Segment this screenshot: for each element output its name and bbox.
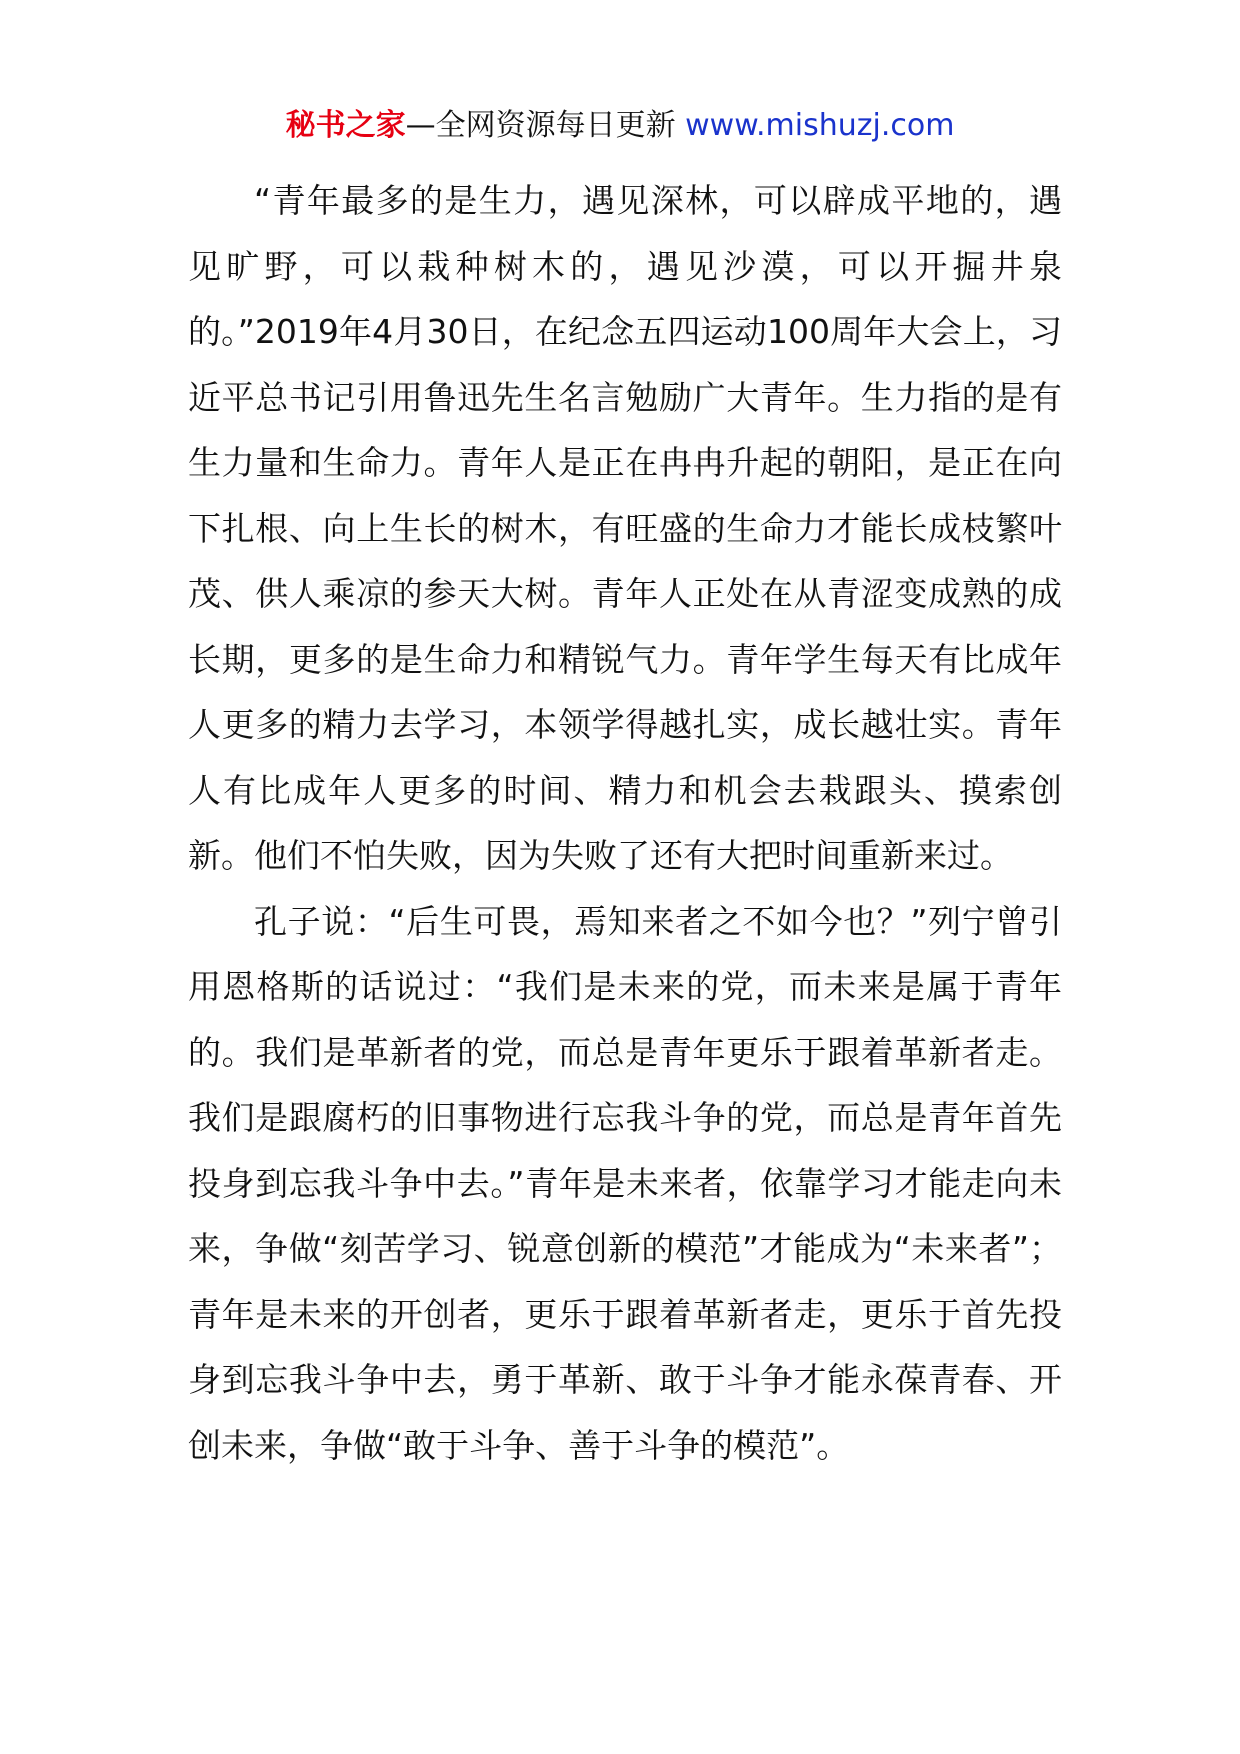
header-tagline: —全网资源每日更新 [405,108,676,143]
document-body [188,168,1062,1478]
brand-name: 秘书之家 [285,108,406,143]
paragraph-1: “青年最多的是生力，遇见深林，可以辟成平地的，遇见旷野，可以栽种树木的，遇见沙漠，可以开掘井泉的。”2019年4月30日，在纪念五四运动100周年大会上，习近平总书记引用鲁迅先生名言勉励广大青年。生力指的是有生力量和生命力。青年人是正在冉冉升起的朝阳，是正在向下扎根、向上生长的树木，有旺盛的生命力才能长成枝繁叶茂、供人乘凉的参天大树。青年人正处在从青涩变成熟的成长期，更多的是生命力和精锐气力。青年学生每天有比成年人更多的精力去学习，本领学得越扎实，成长越壮实。青年人有比成年人更多的时间、精力和机会去栽跟头、摸索创新。他们不怕失败，因为失败了还有大把时间重新来过。 [188,181,1062,875]
site-url-link[interactable]: www.mishuzj.com [685,108,955,143]
page-header [0,104,1240,148]
paragraph-2: 孔子说：“后生可畏，焉知来者之不如今也？”列宁曾引用恩格斯的话说过：“我们是未来的党，而未来是属于青年的。我们是革新者的党，而总是青年更乐于跟着革新者走。我们是跟腐朽的旧事物进行忘我斗争的党，而总是青年首先投身到忘我斗争中去。”青年是未来者，依靠学习才能走向未来，争做“刻苦学习、锐意创新的模范”才能成为“未来者”；青年是未来的开创者，更乐于跟着革新者走，更乐于首先投身到忘我斗争中去，勇于革新、敢于斗争才能永葆青春、开创未来，争做“敢于斗争、善于斗争的模范”。 [188,901,1062,1465]
